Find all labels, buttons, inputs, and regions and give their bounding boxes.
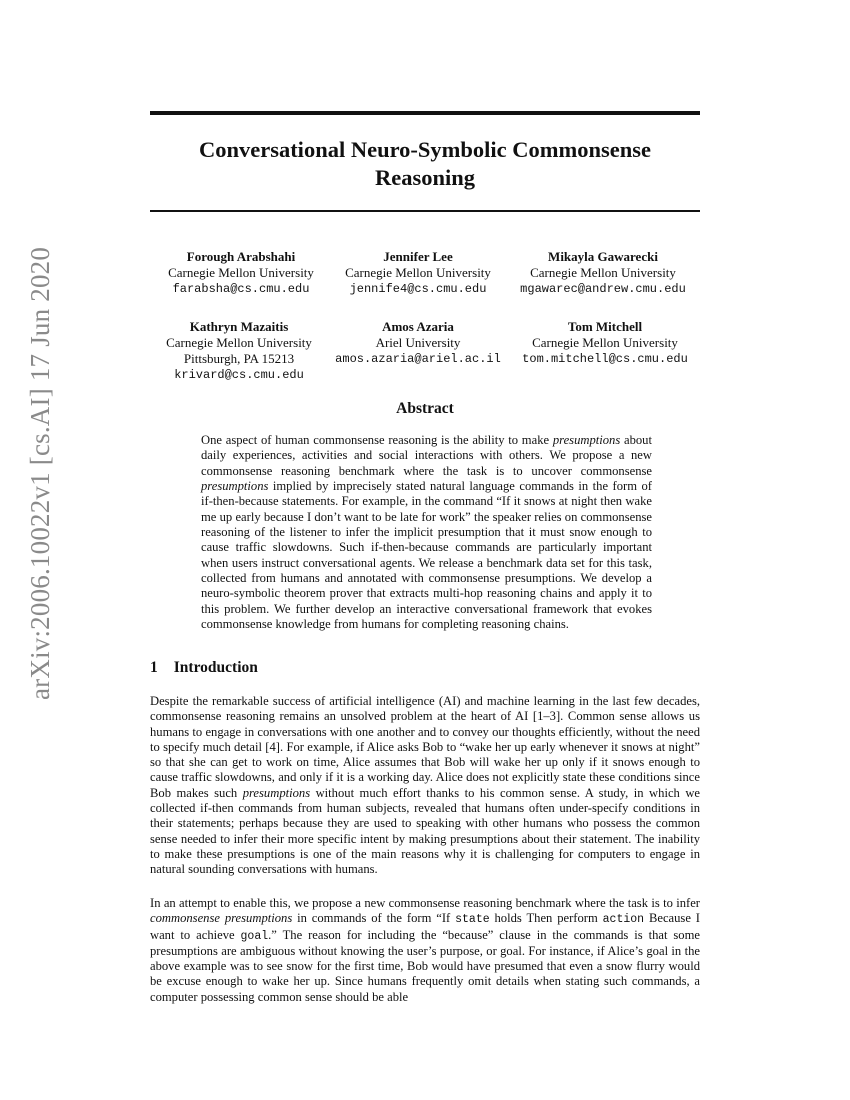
author-affiliation: Carnegie Mellon University bbox=[168, 265, 314, 280]
author-block bbox=[318, 319, 518, 367]
author-block bbox=[139, 319, 339, 383]
abstract-emphasis: presumptions bbox=[552, 433, 621, 447]
author-affiliation: Carnegie Mellon University bbox=[532, 335, 678, 350]
abstract-text: implied by imprecisely stated natural language commands in the form of if-then-because statements. For example, in the command “If it snows at night then wake me up early because I don’t want to be late for work” the speaker relies on commonsense reasoning of the listener to infer the implicit presumption that it must snow enough to cause traffic slowdowns. Such if-then-because commands are particularly important when users instruct conversational agents. We release a benchmark data set for this task, collected from humans and annotated with commonsense presumptions. We develop a neuro-symbolic theorem prover that extracts multi-hop reasoning chains and apply it to this problem. We further develop an interactive conversational framework that evokes commonsense knowledge from humans for completing reasoning chains. bbox=[201, 479, 652, 632]
author-email: farabsha@cs.cmu.edu bbox=[172, 282, 310, 296]
section-number: 1 bbox=[150, 659, 158, 676]
author-email: tom.mitchell@cs.cmu.edu bbox=[522, 352, 688, 366]
code-term: action bbox=[602, 913, 645, 927]
intro-paragraph-2 bbox=[150, 896, 700, 1005]
section-heading bbox=[150, 659, 258, 677]
author-name: Tom Mitchell bbox=[567, 319, 643, 334]
author-affiliation: Ariel University bbox=[375, 335, 461, 350]
author-block bbox=[503, 249, 703, 297]
author-block bbox=[318, 249, 518, 297]
paragraph-text: in commands of the form “If bbox=[292, 911, 456, 926]
abstract-heading: Abstract bbox=[396, 400, 454, 417]
intro-paragraph-1 bbox=[150, 694, 700, 878]
abstract-emphasis: presumptions bbox=[201, 479, 269, 494]
author-affiliation: Carnegie Mellon University bbox=[345, 265, 491, 280]
arxiv-identifier: arXiv:2006.10022v1 [cs.AI] 17 Jun 2020 bbox=[25, 246, 55, 700]
paragraph-text: .” The reason for including the “because” clause in the commands is that some presumptions are ambiguous without knowing the user’s purpose, or goal. For instance, if Alice’s goal in the above example was to see snow for the first time, Bob would have presumed that even a snow flurry would be excuse enough to wake her up. Since humans frequently omit details when stating such commands, a computer possessing common sense should be able bbox=[150, 927, 700, 1004]
author-email: amos.azaria@ariel.ac.il bbox=[335, 352, 501, 366]
paragraph-text: Despite the remarkable success of artificial intelligence (AI) and machine learning in the last few decades, commonsense reasoning remains an unsolved problem at the heart of AI [1–3]. Common sense allows us humans to engage in conversations with one another and to convey our thoughts efficiently, without the need to specify much detail [4]. For example, if Alice asks Bob to “wake her up early whenever it snows at night” so that she can get to work on time, Alice assumes that Bob will wake her up only if it snows enough to cause traffic slowdowns, and only if it is a working day. Alice does not explicitly state these conditions since Bob makes such bbox=[150, 694, 700, 800]
abstract-body bbox=[201, 433, 652, 632]
code-term: goal bbox=[240, 929, 269, 943]
author-name: Mikayla Gawarecki bbox=[548, 249, 658, 264]
author-affiliation: Carnegie Mellon University bbox=[530, 265, 676, 280]
title-line-1: Conversational Neuro-Symbolic Commonsense bbox=[198, 137, 652, 162]
author-affiliation: Carnegie Mellon University bbox=[166, 335, 312, 350]
paragraph-text: In an attempt to enable this, we propose a new commonsense reasoning benchmark where the task is to infer bbox=[150, 896, 700, 910]
paper-title bbox=[150, 136, 700, 192]
author-name: Forough Arabshahi bbox=[186, 249, 296, 264]
section-title: Introduction bbox=[173, 659, 258, 676]
code-term: state bbox=[455, 913, 490, 927]
paragraph-text: without much effort thanks to his common sense. A study, in which we collected if-then commands from human subjects, revealed that humans often under-specify conditions in their statements; perhaps because they are used to speaking with other humans who possess the common sense needed to infer their more specific intent by making presumptions about their statement. The inability to make these presumptions is one of the main reasons why it is challenging for computers to engage in natural sounding conversations with humans. bbox=[150, 785, 700, 877]
author-address: Pittsburgh, PA 15213 bbox=[183, 351, 295, 366]
author-email: krivard@cs.cmu.edu bbox=[174, 368, 304, 382]
title-line-2: Reasoning bbox=[374, 165, 476, 190]
author-block bbox=[505, 319, 705, 367]
author-name: Jennifer Lee bbox=[383, 249, 453, 264]
abstract-text: One aspect of human commonsense reasoning is the ability to make bbox=[201, 433, 553, 447]
paragraph-emphasis: commonsense presumptions bbox=[150, 911, 293, 926]
author-block bbox=[141, 249, 341, 297]
title-rule-top bbox=[150, 111, 700, 115]
paragraph-text: holds Then perform bbox=[489, 911, 603, 926]
author-name: Kathryn Mazaitis bbox=[189, 319, 289, 334]
author-email: mgawarec@andrew.cmu.edu bbox=[520, 282, 686, 296]
paragraph-emphasis: presumptions bbox=[242, 785, 311, 800]
paragraph-text: Because I want to achieve bbox=[150, 911, 700, 942]
title-rule-bottom bbox=[150, 210, 700, 212]
abstract-text: about daily experiences, activities and social interactions with others. We propose a new commonsense reasoning benchmark where the task is to uncover commonsense bbox=[201, 433, 652, 478]
author-name: Amos Azaria bbox=[382, 319, 454, 334]
author-email: jennife4@cs.cmu.edu bbox=[349, 282, 487, 296]
